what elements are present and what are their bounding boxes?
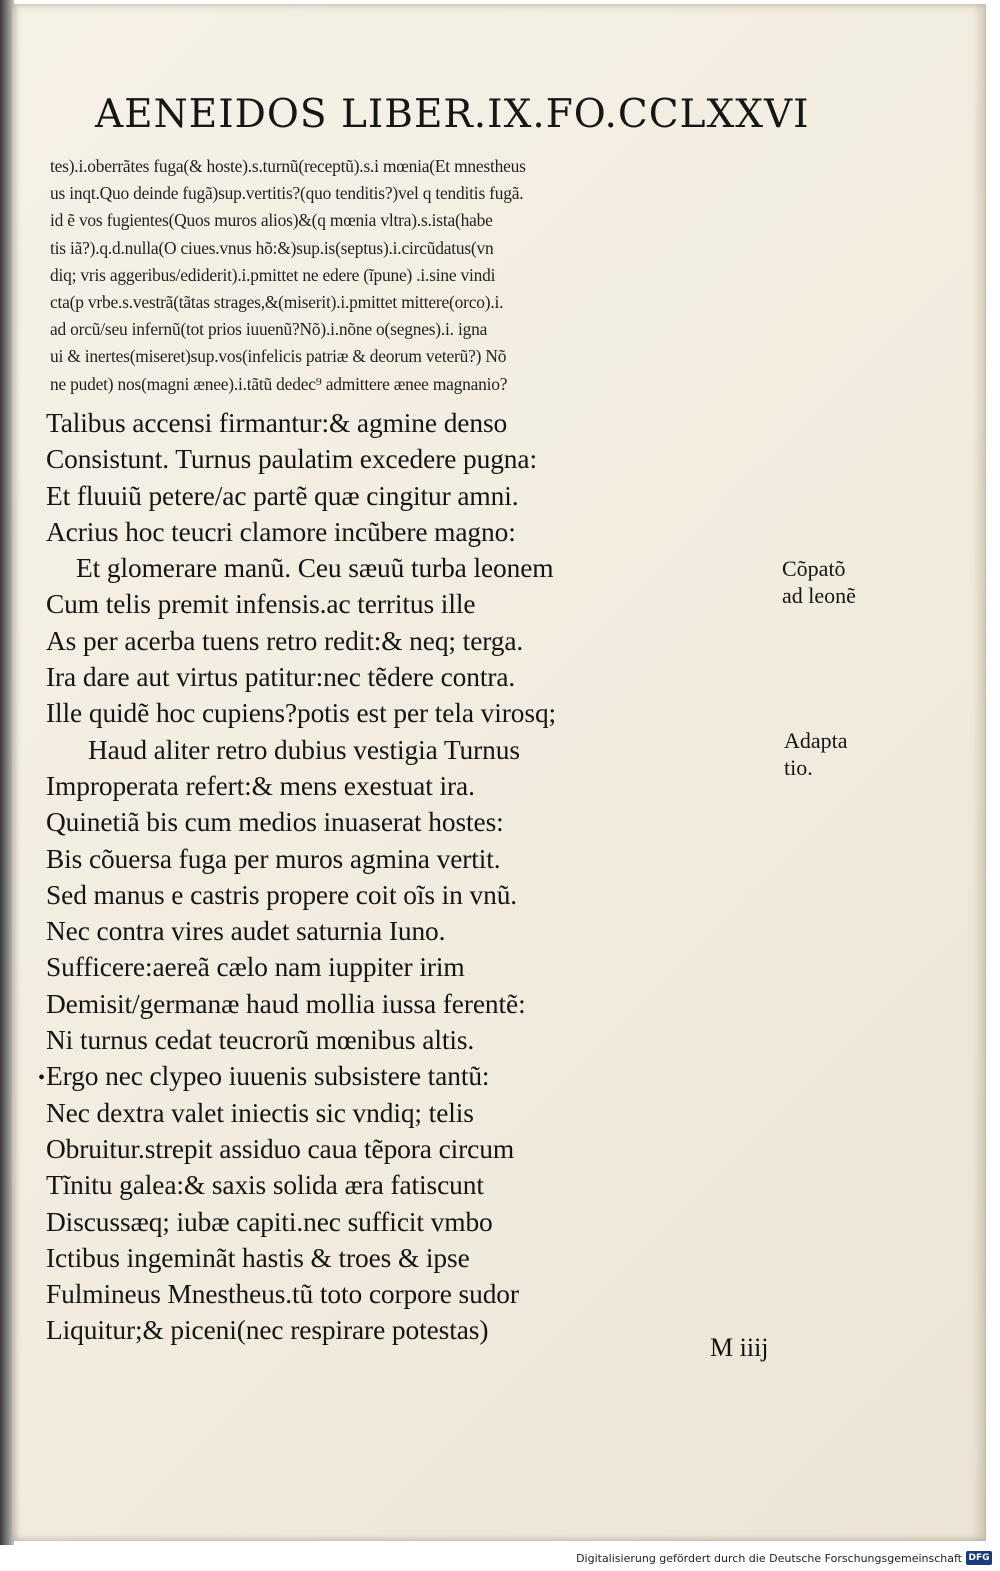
commentary-block <box>50 153 770 398</box>
verse-line: Ille quidẽ hoc cupiens?potis est per tela virosq; <box>46 698 557 729</box>
verse-line-marked: • Ergo nec clypeo iuuenis subsistere tantũ: <box>46 1058 786 1094</box>
verse-line: Haud aliter retro dubius vestigia Turnus <box>88 734 520 765</box>
footer-credit: Digitalisierung gefördert durch die Deutsche Forschungsgemeinschaft <box>576 1552 962 1565</box>
commentary-line: ne pudet) nos(magni ænee).i.tãtũ dedec⁹ admittere ænee magnanio? <box>50 373 508 394</box>
verse-line: Ira dare aut virtus patitur:nec tẽdere contra. <box>46 662 516 693</box>
commentary-line: cta(p vrbe.s.vestrã(tãtas strages,&(miserit).i.pmittet mittere(orco).i. <box>50 292 504 313</box>
verse-block <box>38 405 786 1349</box>
verse-line: Obruitur.strepit assiduo caua tẽpora circum <box>46 1133 515 1164</box>
verse-line: Sed manus e castris propere coit oĩs in vnũ. <box>46 879 518 910</box>
commentary-line: tis iã?).q.d.nulla(O ciues.vnus hõ:&)sup.is(septus).i.circũdatus(vn <box>50 237 494 258</box>
footer-bar <box>0 1545 1000 1571</box>
margin-note-adaptatio: Adapta tio. <box>784 728 848 780</box>
verse-line: Nec dextra valet iniectis sic vndiq; telis <box>46 1097 474 1128</box>
verse-line: Fulmineus Mnestheus.tũ toto corpore sudor <box>46 1279 519 1310</box>
verse-line: Sufficere:aereã cælo nam iuppiter irim <box>46 952 465 983</box>
running-header: AENEIDOS LIBER.IX.FO.CCLXXVI <box>95 92 810 137</box>
verse-line: Demisit/germanæ haud mollia iussa ferentẽ: <box>46 988 526 1019</box>
commentary-line: id ẽ vos fugientes(Quos muros alios)&(q mœnia vltra).s.ista(habe <box>50 210 493 231</box>
verse-line: Ictibus ingeminãt hastis & troes & ipse <box>46 1242 470 1273</box>
verse-line: Tĩnitu galea:& saxis solida æra fatiscunt <box>46 1170 484 1201</box>
verse-line: Talibus accensi firmantur:& agmine denso <box>46 408 508 438</box>
verse-line: Nec contra vires audet saturnia Iuno. <box>46 916 446 947</box>
commentary-line: ui & inertes(miseret)sup.vos(infelicis patriæ & deorum veterũ?) Nõ <box>50 346 507 367</box>
dfg-logo: DFG <box>966 1551 992 1565</box>
verse-line: As per acerba tuens retro redit:& neq; terga. <box>46 625 524 656</box>
verse-line: Quinetiã bis cum medios inuaserat hostes: <box>46 807 504 838</box>
commentary-line: ad orcũ/seu infernũ(tot prios iuuenũ?Nõ).i.nõne o(segnes).i. igna <box>50 319 488 340</box>
signature-mark: M iiij <box>710 1333 769 1362</box>
commentary-line: us inqt.Quo deinde fugã)sup.vertitis?(quo tenditis?)vel q tenditis fugã. <box>50 183 524 204</box>
verse-line: Ni turnus cedat teucrorũ mœnibus altis. <box>46 1025 475 1056</box>
margin-note-comparatio: Cõpatõ ad leonẽ <box>782 556 856 608</box>
verse-line: Bis cõuersa fuga per muros agmina vertit. <box>46 843 501 874</box>
verse-line: Discussæq; iubæ capiti.nec sufficit vmbo <box>46 1206 493 1237</box>
commentary-line: diq; vris aggeribus/ediderit).i.pmittet ne edere (ĩpune) .i.sine vindi <box>50 264 496 285</box>
verse-line: Et fluuiũ petere/ac partẽ quæ cingitur amni. <box>46 480 519 511</box>
verse-line: Acrius hoc teucri clamore incũbere magno: <box>46 516 516 547</box>
verse-line: Improperata refert:& mens exestuat ira. <box>46 770 475 801</box>
verse-line: Consistunt. Turnus paulatim excedere pugna: <box>46 444 537 475</box>
verse-line: Et glomerare manũ. Ceu sæuũ turba leonem <box>76 553 554 584</box>
verse-line: Cum telis premit infensis.ac territus ille <box>46 589 476 620</box>
paragraph-mark: • <box>38 1067 45 1090</box>
verse-line: Liquitur;& piceni(nec respirare potestas) <box>46 1315 489 1346</box>
commentary-line: tes).i.oberrãtes fuga(& hoste).s.turnũ(receptũ).s.i mœnia(Et mnestheus <box>50 156 526 176</box>
